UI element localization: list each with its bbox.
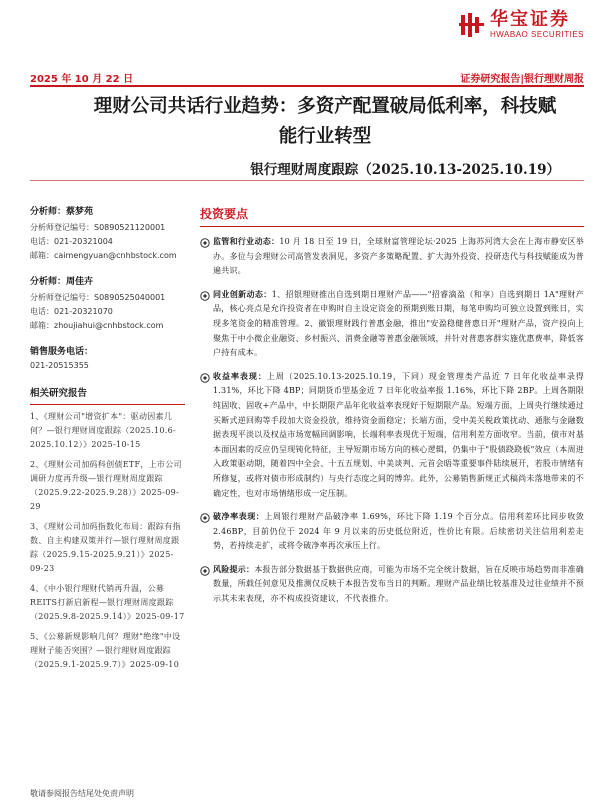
keypoint-paragraph (200, 370, 584, 501)
keypoints-heading: 投资要点 (200, 205, 584, 227)
report-type: 证券研究报告|银行理财周报 (460, 74, 584, 85)
related-report-item[interactable]: 3、《理财公司加码指数化布局：跟踪有指数、自主构建双策并行—银行理财周度跟踪（2025.9.15-2025.9.21）》2025-09-23 (30, 522, 181, 573)
report-date: 2025 年 10 月 22 日 (30, 74, 134, 85)
circle-bullet-icon (200, 238, 210, 248)
circle-bullet-icon (200, 566, 210, 576)
left-sidebar (30, 205, 185, 678)
sales-phone: 021-20515355 (30, 361, 89, 370)
related-reports-heading: 相关研究报告 (30, 387, 185, 405)
header-divider (30, 85, 584, 87)
brand-name-cn: 华宝证券 (490, 9, 570, 30)
related-report-item[interactable]: 5、《公募新规影响几何？理财"绝缘"中设理财子能否突围？—银行理财周度跟踪（2025.9.1-2025.9.7）》2025-09-10 (30, 632, 181, 669)
keypoint-text: 上周（2025.10.13-2025.10.19，下同）现金管理类产品近 7 日年化收益率录得 1.31%，环比下降 4BP；同期货币型基金近 7 日年化收益率报 1.16%，环比下降 2BP。上周各期限纯固收、固收+产品中，中长期限产品年化收益率表现好于短期限产品。短端方面，上周央行继续通过买断式逆回购等手段加大资金投放，维持资金面稳定；长端方面，受中美关税政策扰动、通胀与金融数据表现平淡以及权益市场宽幅回调影响，长端利率表现优于短端，信用利差方面收窄。当前，债市对基本面因素的反应仍呈现钝化特征，主导短期市场方向的核心逻辑，仍集中于"股债跷跷板"效应（本周进入政策驱动期，随着四中全会、十五五规划、中美谈判、元首会晤等重要事件陆续展开，若股市情绪有所修复，或将对债市形成制约）与央行态度之间的博弈。此外，公募销售新规正式稿尚未落地带来的不确定性，也对市场情绪形成一定压制。 (213, 371, 584, 498)
analyst-name: 分析师：周佳卉 (30, 277, 94, 287)
brand-name-en: HWABAO SECURITIES (490, 30, 584, 39)
keypoint-label: 破净率表现： (213, 512, 265, 522)
keypoint-text: 1、招银理财推出自选到期日理财产品——"招睿滴盈（和享）自选到期日 1A"理财产品，核心亮点是允许投资者在申购时自主设定资金的预期到账日期，每笔申购均可独立设置到账日，实现多笔资金的精准管理。2、徽银理财践行普惠金融，推出"安盈稳健普惠日开"理财产品，资产投向上聚焦于中小微企业融资、乡村振兴、消费金融等普惠金融领域，并针对普惠客群实施优惠费率，降低客户持有成本。 (213, 289, 585, 358)
keypoint-text: 上周银行理财产品破净率 1.69%，环比下降 1.19 个百分点。信用利差环比同步收敛 2.46BP，目前仍位于 2024 年 9 月以来的历史低位附近，性价比有限。后续密切关注信用利差走势，若持续走扩，或将令破净率再次承压上行。 (213, 512, 585, 551)
analyst-card (30, 205, 185, 263)
keypoint-label: 监管和行业动态： (213, 237, 280, 246)
keypoint-text: 本报告部分数据基于数据供应商，可能为市场不完全统计数据，旨在反映市场趋势而非准确数量，所载任何意见及推测仅反映于本报告发布当日的判断。理财产品业绩比较基准及过往业绩并不预示其未来表现，亦不构成投资建议，不代表推介。 (213, 564, 585, 604)
page-subtitle: 银行理财周度跟踪（2025.10.13-2025.10.19） (250, 162, 560, 178)
keypoint-label: 风险提示： (213, 564, 255, 574)
related-report-item[interactable]: 1、《理财公司"增资扩本"：驱动因素几何？—银行理财周度跟踪（2025.10.6-2025.10.12）》2025-10-15 (30, 412, 177, 449)
analyst-card (30, 275, 185, 333)
circle-bullet-icon (200, 373, 210, 383)
analyst-name: 分析师：蔡梦苑 (30, 207, 94, 217)
page-title: 理财公司共话行业趋势：多资产配置破局低利率，科技赋能行业转型 (93, 96, 557, 147)
brand-logo (458, 10, 584, 40)
circle-bullet-icon (200, 291, 210, 301)
keypoint-label: 收益率表现： (213, 371, 267, 381)
keypoint-text: 10 月 18 日至 19 日，全球财富管理论坛·2025 上海苏河湾大会在上海市静安区举办。多位与会理财公司高管发表洞见，多资产多策略配置、扩大海外投资、投研迭代与科技赋能成为普遍共识。 (213, 237, 584, 276)
main-content (200, 205, 584, 616)
keypoint-paragraph (200, 510, 584, 554)
hwabao-logo-icon (458, 11, 486, 39)
keypoint-label: 同业创新动态： (213, 289, 272, 299)
keypoint-paragraph (200, 288, 584, 361)
analyst-email[interactable]: 邮箱：zhoujiahui@cnhbstock.com (30, 321, 164, 330)
circle-bullet-icon (200, 513, 210, 523)
analyst-phone: 电话：021-20321070 (30, 307, 113, 316)
keypoint-paragraph (200, 563, 584, 607)
analyst-cert: 分析师登记编号：S0890525040001 (30, 293, 166, 302)
title-divider (30, 180, 584, 181)
analyst-phone: 电话：021-20321004 (30, 237, 113, 246)
footer-disclaimer: 敬请参阅报告结尾处免责声明 (30, 789, 134, 798)
sales-label: 销售服务电话： (30, 347, 94, 357)
related-report-item[interactable]: 2、《理财公司加码科创债ETF，上市公司调研力度再升级—银行理财周度跟踪（2025.9.22-2025.9.28）》2025-09-29 (30, 460, 182, 511)
analyst-cert: 分析师登记编号：S0890521120001 (30, 223, 166, 232)
keypoint-paragraph (200, 235, 584, 279)
related-report-item[interactable]: 4、《中小银行理财代销再升温，公募REITS打新启新程—银行理财周度跟踪（2025.9.8-2025.9.14）》2025-09-17 (30, 584, 185, 621)
analyst-email[interactable]: 邮箱：caimengyuan@cnhbstock.com (30, 251, 177, 260)
